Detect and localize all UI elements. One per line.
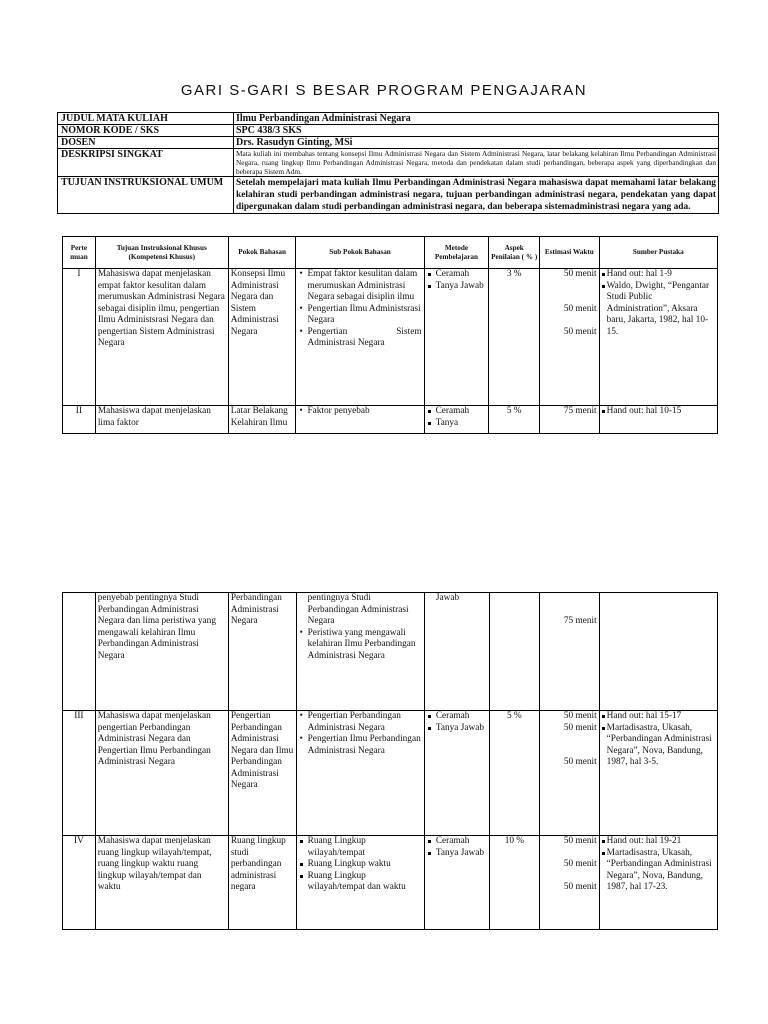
list-item: Ruang Lingkup wilayah/tempat [299, 836, 422, 859]
row-number [63, 593, 96, 711]
pokok-cell: Ruang lingkup studi perbandingan administrasi negara [228, 836, 296, 930]
estimasi-value: 50 menit [563, 757, 597, 767]
table-row [63, 406, 718, 434]
list-item: Hand out: hal 19-21 [602, 836, 715, 848]
list-item: Ceramah [427, 269, 487, 281]
aspek-cell: 3 % [489, 269, 540, 406]
sub-cell [296, 406, 424, 434]
sub-cell [296, 711, 424, 836]
kode-value: SPC 438/3 SKS [234, 125, 719, 137]
table-header-row [63, 237, 718, 269]
tik-cell: penyebab pentingnya Studi Perbandingan Administrasi Negara dan lima peristiwa yang mengawali kelahiran Ilmu Perbandingan Administrasi Negara [95, 593, 228, 711]
estimasi-cell: 75 menit [540, 406, 600, 434]
list-item: • Empat faktor kesulitan dalam merumuskan Administrasi Negara sebagai disiplin ilmu [298, 269, 421, 304]
sumber-cell [599, 269, 717, 406]
col-estimasi: Estimasi Waktu [540, 237, 600, 269]
col-metode: Metode Pembelajaran [424, 237, 489, 269]
judul-value: Ilmu Perbandingan Administrasi Negara [234, 113, 719, 125]
list-item: Martadisastra, Ukasah, “Perbandingan Administrasi Negara”, Nova, Bandung, 1987, hal 17-23. [602, 848, 715, 894]
estimasi-value: 50 menit [563, 882, 597, 892]
list-item: Ceramah [427, 836, 487, 848]
list-item: • Pengertian Ilmu Administsrasi Negara [298, 304, 421, 327]
metode-cell [424, 593, 489, 711]
aspek-cell: 10 % [489, 836, 540, 930]
list-item: Ceramah [427, 711, 487, 723]
list-item: • Peristiwa yang mengawali kelahiran Ilmu Perbandingan Administrasi Negara [299, 628, 422, 663]
estimasi-cell [540, 836, 600, 930]
metode-cell [424, 711, 489, 836]
list-item: • Pengertian Perbandingan Administrasi Negara [299, 711, 422, 734]
table-row [63, 269, 718, 406]
list-item: Hand out: hal 1-9 [602, 269, 715, 281]
row-number: III [63, 711, 96, 836]
deskripsi-label: DESKRIPSI SINGKAT [58, 149, 234, 177]
pokok-cell: Perbandingan Administrasi Negara [228, 593, 296, 711]
tujuan-value: Setelah mempelajari mata kuliah Ilmu Perbandingan Administrasi Negara mahasiswa dapat memahami latar belakang kelahiran studi perbandingan administrasi negara, tujuan perbandingan administrasi negara, pendekatan yang dapat dipergunakan dalam studi perbandingan administrasi negara, dan beberapa sistemadministrasi negara yang ada. [234, 177, 719, 214]
deskripsi-value: Mata kuliah ini membahas tentang konsepsi Ilmu Administrasi Negara dan Sistem Administrasi Negara, latar belakang kelahiran Ilmu Perbandingan Administrasi Negara, ruang lingkup Ilmu Perbandingan Administrasi Negara, metoda dan pendekatan dalam studi perbandingan, beberapa aspek yang diperbandingkan dan beberapa Sistem Adm. [234, 149, 719, 177]
judul-label: JUDUL MATA KULIAH [58, 113, 234, 125]
table-row [63, 711, 718, 836]
row-number: IV [63, 836, 96, 930]
list-item: pentingnya Studi Perbandingan Administrasi Negara [307, 593, 409, 626]
col-tik: Tujuan Instruksional Khusus (Kompetensi Khusus) [95, 237, 228, 269]
estimasi-value: 50 menit [563, 711, 597, 721]
list-item: Ruang Lingkup waktu [299, 859, 422, 871]
list-item: Ruang Lingkup wilayah/tempat dan waktu [299, 871, 422, 894]
aspek-cell: 5 % [489, 711, 540, 836]
list-item: Tanya Jawab [427, 848, 487, 860]
sumber-cell [599, 593, 717, 711]
list-item: Martadisastra, Ukasah, “Perbandingan Administrasi Negara”, Nova, Bandung, 1987, hal 3-5. [602, 723, 715, 769]
estimasi-cell [540, 593, 600, 711]
dosen-value: Drs. Rasudyn Ginting, MSi [234, 137, 719, 149]
sumber-cell [599, 711, 717, 836]
tik-cell: Mahasiswa dapat menjelaskan ruang lingkup wilayah/tempat, ruang lingkup waktu ruang lingkup wilayah/tempat dan waktu [95, 836, 228, 930]
dosen-label: DOSEN [58, 137, 234, 149]
tik-cell: Mahasiswa dapat menjelaskan pengertian Perbandingan Administrasi Negara dan Pengertian Ilmu Perbandingan Administrasi Negara [95, 711, 228, 836]
aspek-cell: 5 % [489, 406, 540, 434]
list-item: • Faktor penyebab [298, 406, 421, 418]
sub-cell [296, 836, 424, 930]
row-number: I [63, 269, 96, 406]
sub-cell [296, 269, 424, 406]
list-item: Hand out: hal 15-17 [602, 711, 715, 723]
course-info-table [57, 112, 719, 214]
metode-cell [424, 406, 489, 434]
list-item: Tanya Jawab [427, 723, 487, 735]
list-item: Ceramah [427, 406, 487, 418]
estimasi-value: 75 menit [563, 616, 597, 626]
gbpp-table-part-2 [62, 592, 718, 930]
estimasi-value: 50 menit [563, 303, 597, 314]
kode-label: NOMOR KODE / SKS [58, 125, 234, 137]
list-item: Hand out: hal 10-15 [602, 406, 715, 418]
sumber-cell [599, 836, 717, 930]
pokok-cell: Latar Belakang Kelahiran Ilmu [228, 406, 296, 434]
col-sumber: Sumber Pustaka [599, 237, 717, 269]
pokok-cell: Pengertian Perbandingan Administrasi Negara dan Ilmu Perbandingan Administrasi Negara [228, 711, 296, 836]
estimasi-cell [540, 269, 600, 406]
pokok-cell: Konsepsi Ilmu Administrasi Negara dan Sistem Administrasi Negara [228, 269, 296, 406]
col-sub: Sub Pokok Bahasan [296, 237, 424, 269]
tik-cell: Mahasiswa dapat menjelaskan lima faktor [95, 406, 228, 434]
tik-cell: Mahasiswa dapat menjelaskan empat faktor kesulitan dalam merumuskan Administrasi Negara sebagai disiplin ilmu, pengertian Ilmu Administsrasi Negara dan pengertian Sistem Administrasi Negara [95, 269, 228, 406]
metode-cell [424, 269, 489, 406]
row-number: II [63, 406, 96, 434]
document-title: GARI S-GARI S BESAR PROGRAM PENGAJARAN [180, 82, 588, 99]
metode-cell [424, 836, 489, 930]
list-item: Jawab [435, 593, 460, 603]
estimasi-value: 50 menit [563, 722, 597, 733]
list-item: • Pengertian Ilmu Perbandingan Administrasi Negara [299, 734, 422, 757]
sumber-cell [599, 406, 717, 434]
table-row [63, 836, 718, 930]
col-aspek: Aspek Penilaian ( % ) [489, 237, 540, 269]
list-item: Waldo, Dwight, “Pengantar Studi Public Administration”, Aksara baru, Jakarta, 1982, hal 10-15. [602, 281, 715, 339]
aspek-cell [489, 593, 540, 711]
gbpp-table-part-1 [62, 236, 718, 434]
estimasi-value: 50 menit [563, 859, 597, 869]
estimasi-value: 50 menit [563, 836, 597, 846]
list-item: Tanya Jawab [427, 281, 487, 293]
list-item: Tanya [427, 418, 487, 430]
list-item: • Pengertian Sistem Administrasi Negara [298, 327, 421, 350]
sub-cell [296, 593, 424, 711]
table-row [63, 593, 718, 711]
estimasi-value: 50 menit [563, 326, 597, 337]
col-pertemuan: Perte muan [63, 237, 96, 269]
col-pokok: Pokok Bahasan [228, 237, 296, 269]
tujuan-label: TUJUAN INSTRUKSIONAL UMUM [58, 177, 234, 214]
estimasi-cell [540, 711, 600, 836]
estimasi-value: 50 menit [563, 269, 597, 279]
